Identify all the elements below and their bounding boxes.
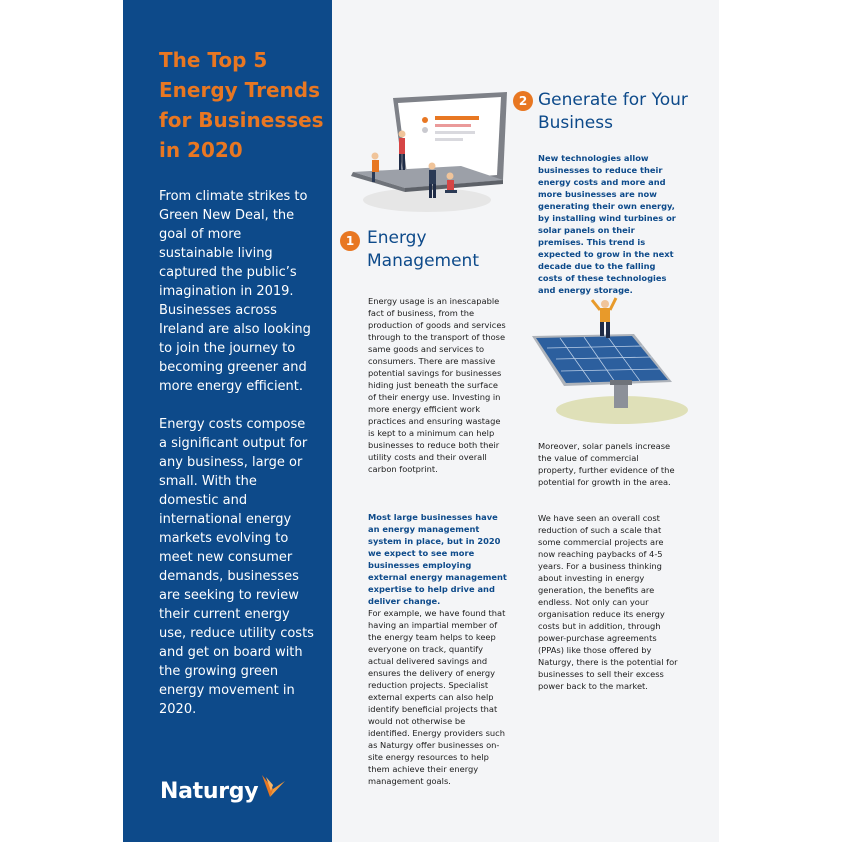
section-1-paragraph: Energy usage is an inescapable fact of business, from the production of goods and services through to the transport of those same goods and services to consumers. There are massive potential savings for businesses hiding just beneath the surface of their energy use. Investing in more energy efficient work practices and ensuring wastage is kept to a minimum can help businesses to reduce both their utility costs and their overall carbon footprint. [368,296,506,474]
section-number-badge: 2 [513,91,533,111]
section-2-highlight-paragraph: New technologies allow businesses to reduce their energy costs and more and more businesses are now generating their own energy, by installing wind turbines or solar panels on their premises. This trend is expected to grow in the next decade due to the falling costs of these technologies and energy storage. [538,153,676,295]
section-2-paragraph: Moreover, solar panels increase the value of commercial property, further evidence of the potential for growth in the area. [538,441,675,487]
intro-paragraph: From climate strikes to Green New Deal, the goal of more sustainable living captured the public’s imagination in 2019. Businesses across Ireland are also looking to join the journey to becoming greener and more energy efficient. [159,189,311,394]
logo-wordmark: Naturgy [160,779,259,804]
solar-panel-illustration [530,296,690,426]
section-1-highlight-paragraph: Most large businesses have an energy management system in place, but in 2020 we expect to see more businesses employing external energy management expertise to help drive and deliver change. [368,512,507,606]
section-heading-generate-for-your-business: Generate for Your Business [538,90,688,133]
section-heading-energy-management: Energy Management [367,228,479,271]
naturgy-butterfly-icon [259,773,287,803]
intro-paragraph: Energy costs compose a significant output for any business, large or small. With the domestic and international energy markets evolving to meet new consumer demands, businesses are seeking to review their current energy use, reduce utility costs and get on board with the growing green energy movement in 2020. [159,417,314,717]
naturgy-logo [160,774,287,810]
laptop-team-illustration [343,88,511,216]
section-2-paragraph: We have seen an overall cost reduction of such a scale that some commercial projects are now reaching paybacks of 4-5 years. For a business thinking about investing in energy generation, the benefits are endless. Not only can your organisation reduce its energy costs but in addition, through power-purchase agreements (PPAs) like those offered by Naturgy, there is the potential for businesses to sell their excess power back to the market. [538,513,678,691]
section-number-badge: 1 [340,231,360,251]
section-1-paragraph: For example, we have found that having an impartial member of the energy team helps to keep everyone on track, quantify actual delivered savings and ensures the delivery of energy reduction projects. Specialist external experts can also help identify beneficial projects that would not otherwise be identified. Energy providers such as Naturgy offer businesses on-site energy resources to help them achieve their energy management goals. [368,608,506,786]
document-title: The Top 5 Energy Trends for Businesses in 2020 [159,48,324,162]
